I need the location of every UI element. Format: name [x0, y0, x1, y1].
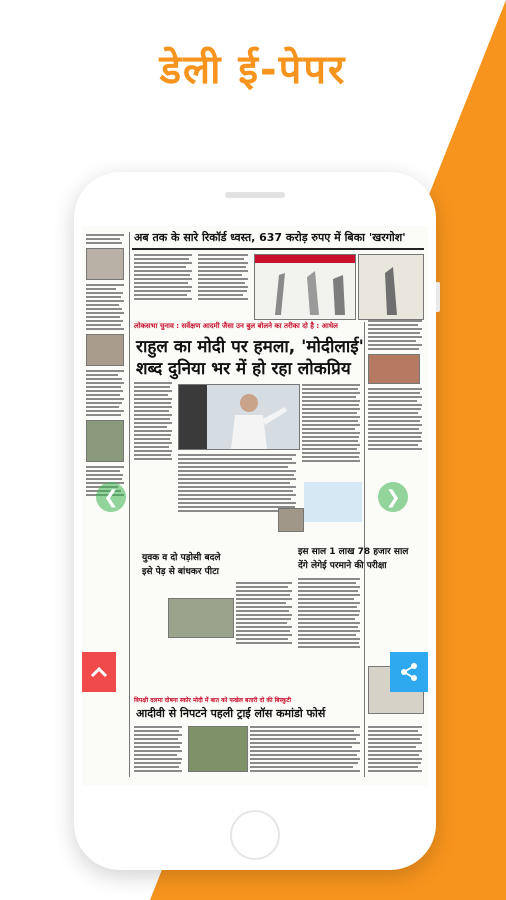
chevron-right-icon: ❯: [385, 486, 401, 508]
phone-mockup: [74, 172, 436, 870]
headline-sub-line1[interactable]: इस साल 1 लाख 78 हजार साल: [298, 547, 409, 557]
epaper-screen[interactable]: [82, 226, 428, 786]
phone-home-button: [230, 810, 280, 860]
headline-main-line2[interactable]: शब्द दुनिया भर में हो रहा लोकप्रिय: [136, 359, 351, 379]
column-divider: [129, 232, 130, 777]
story-text: [198, 254, 250, 302]
portrait-photo[interactable]: [278, 508, 304, 532]
info-box: [304, 482, 362, 522]
headline-bottom-kicker[interactable]: विपक्षी दलमा दोषना स्कोर मोदी में बात को फखेल बतारी दो की बिस्कुटी: [134, 697, 292, 704]
crowd-photo[interactable]: [168, 598, 234, 638]
headline-sub-line2[interactable]: देंगे लेगेई परमाने की परीक्षा: [298, 561, 387, 571]
story-text: [134, 382, 174, 462]
phone-side-button: [436, 282, 440, 312]
rule: [132, 248, 424, 250]
share-icon: [399, 662, 419, 682]
story-text: [302, 384, 362, 464]
left-column-text: [86, 234, 126, 498]
story-text: [368, 726, 424, 774]
next-page-button[interactable]: [378, 482, 408, 512]
phone-speaker: [225, 192, 285, 198]
headline-top[interactable]: अब तक के सारे रिकॉर्ड ध्वस्त, 637 करोड़ रुपए में बिका 'खरगोश': [134, 231, 406, 244]
headline-kicker[interactable]: लोकसभा चुनाव : सर्वेक्षण आदमी जैसा उन बुल बोलने का तरीका दो है : आधेल: [134, 322, 338, 330]
soldiers-photo[interactable]: [188, 726, 248, 772]
share-button[interactable]: [390, 652, 428, 692]
newspaper-page[interactable]: [82, 226, 428, 786]
scroll-top-button[interactable]: [82, 652, 116, 692]
chevron-left-icon: ❮: [103, 486, 119, 508]
story-text: [298, 578, 362, 650]
story-text: [236, 582, 294, 646]
story-text: [250, 726, 362, 774]
right-column-text: [368, 254, 424, 452]
speaker-photo[interactable]: [178, 384, 300, 450]
story-text: [134, 726, 184, 774]
story-text: [178, 454, 298, 514]
prev-page-button[interactable]: [96, 482, 126, 512]
story-text: [134, 254, 194, 302]
headline-main-line1[interactable]: राहुल का मोदी पर हमला, 'मोदीलाई': [136, 337, 364, 357]
headline-left-line2[interactable]: इसे पेड़ से बांधकर पीटा: [142, 567, 219, 577]
page-title: डेली ई-पेपर: [159, 47, 347, 93]
sculpture-photo[interactable]: [254, 254, 356, 320]
headline-left-line1[interactable]: युवक व दो पड़ोसी बदले: [142, 553, 221, 563]
headline-bottom[interactable]: आदीवी से निपटने पहली ट्राई लॉस कमांडो फोर्स: [136, 707, 326, 720]
chevron-up-icon: [90, 666, 108, 678]
